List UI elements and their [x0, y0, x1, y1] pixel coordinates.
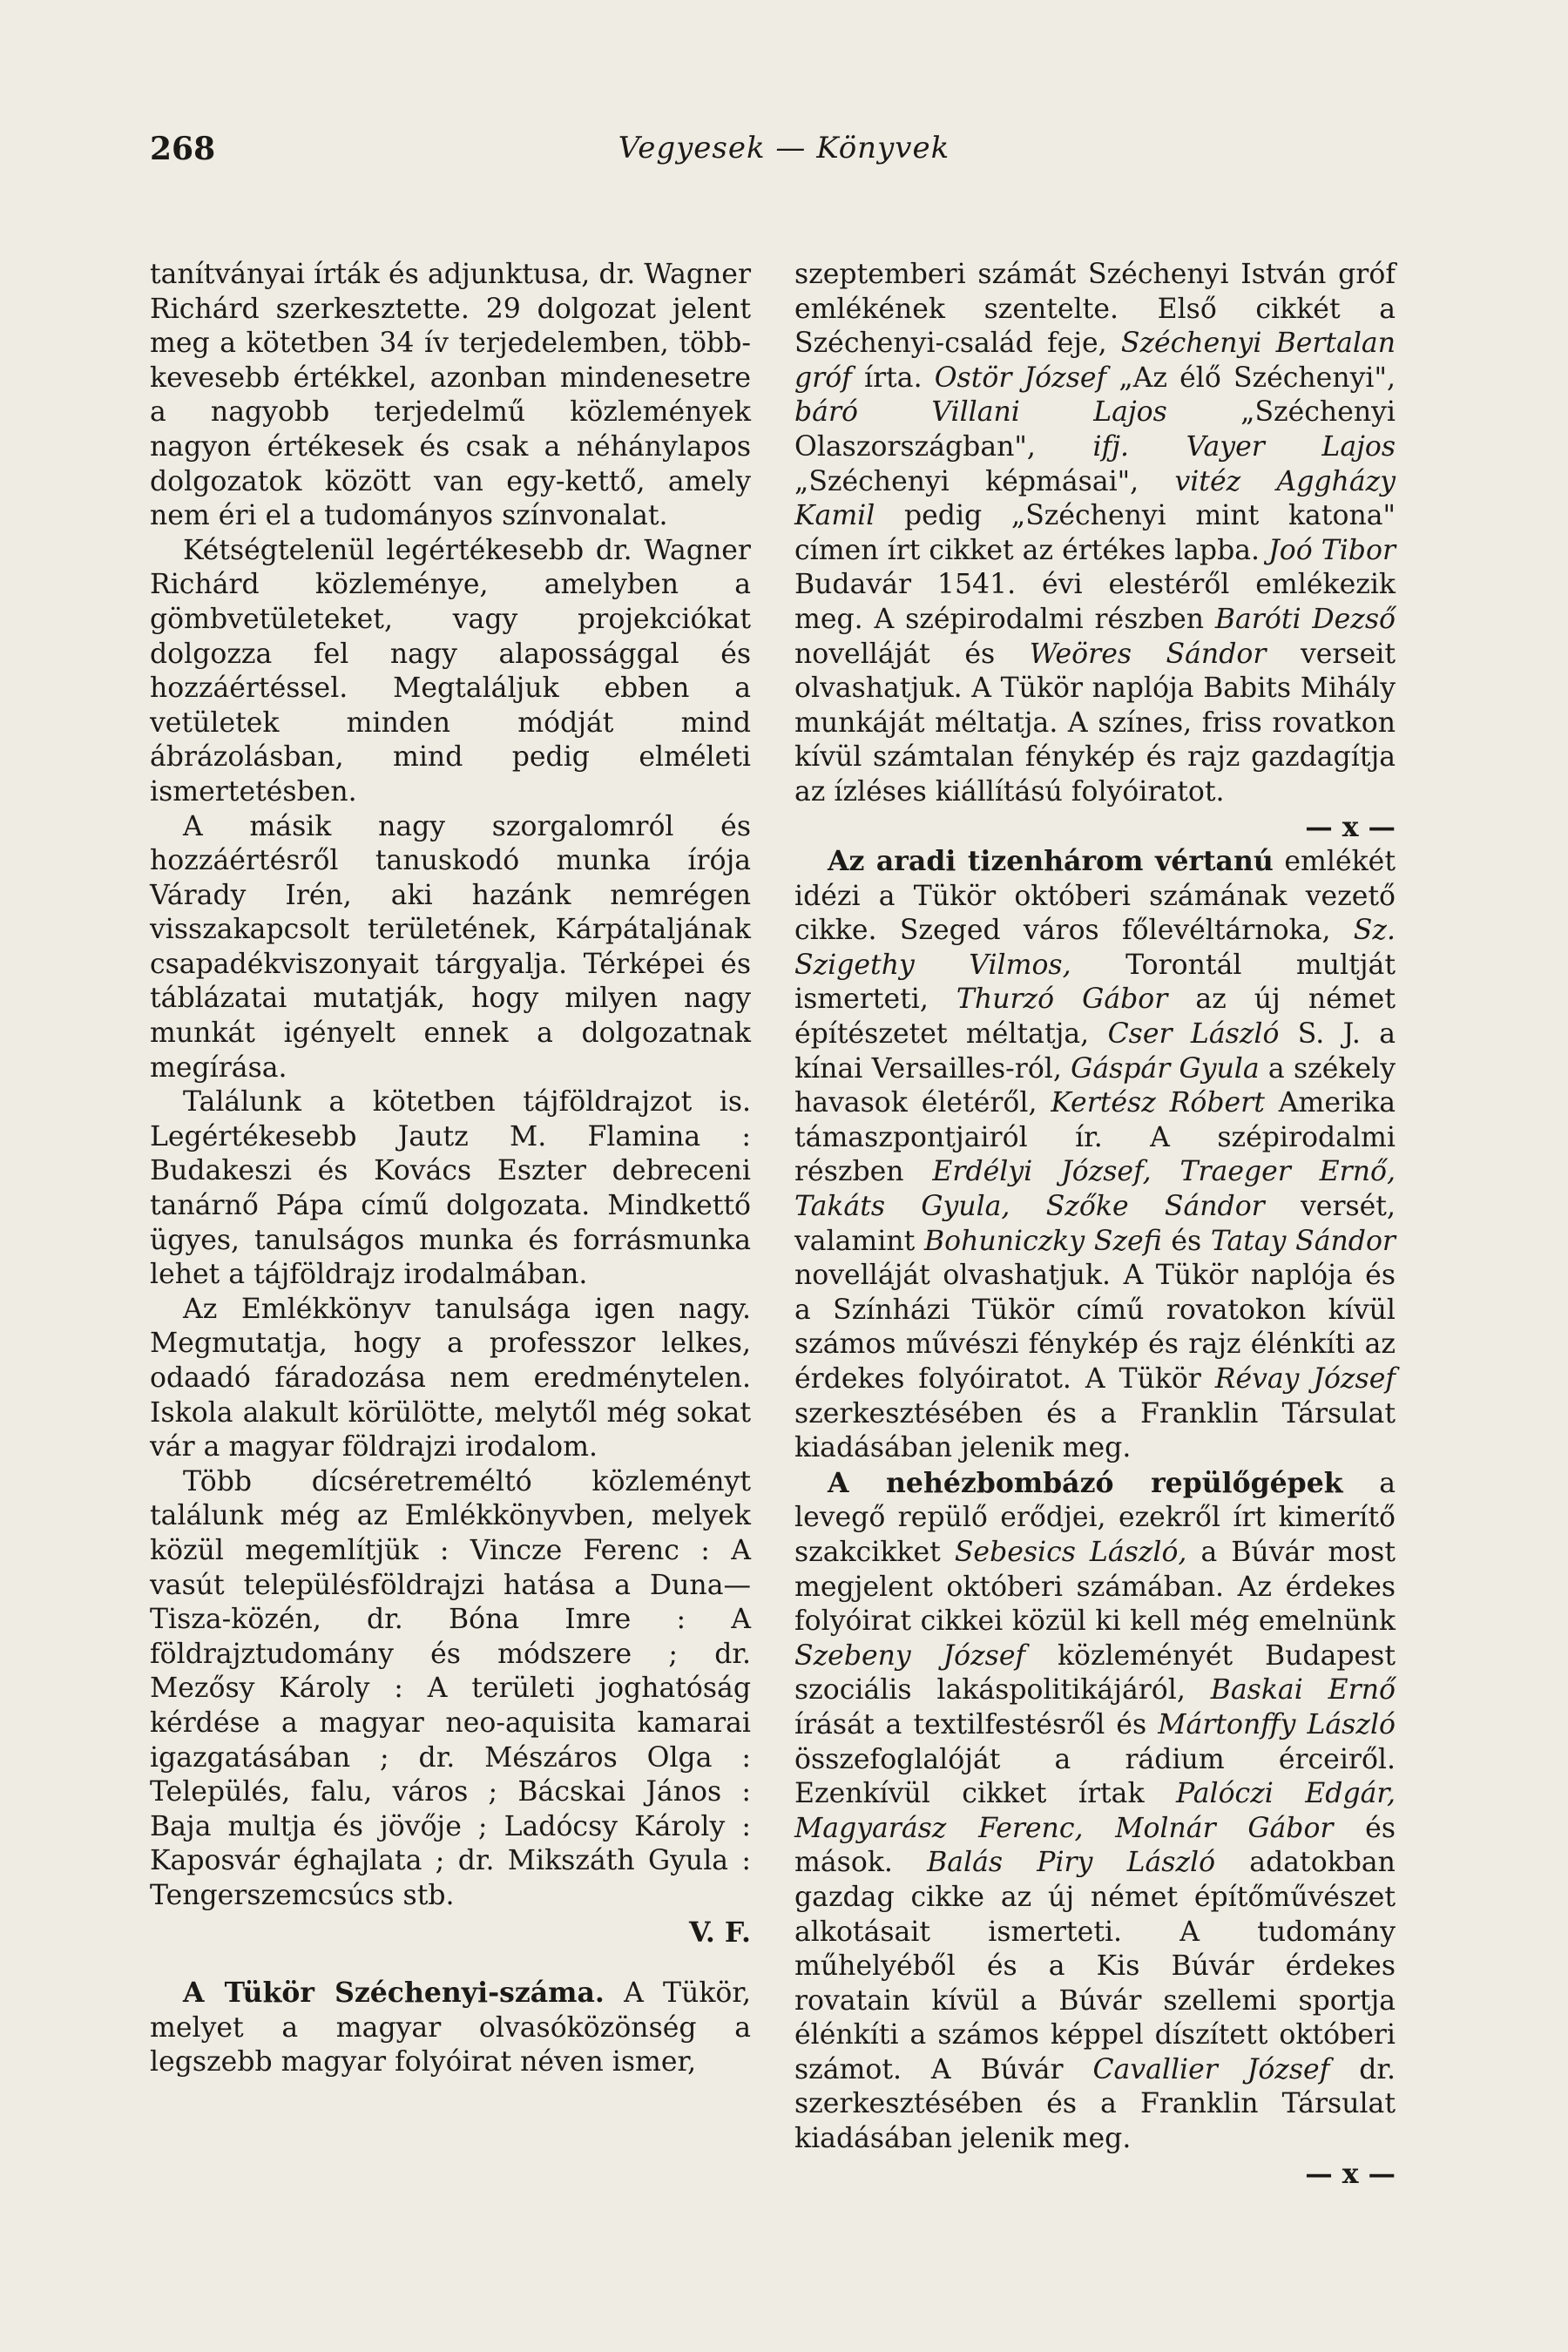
person-name: Gáspár Gyula	[1071, 1052, 1260, 1085]
person-name: Ostör József	[934, 362, 1107, 394]
paragraph: Az Emlékkönyv tanulsága igen nagy. Megmutatja, hogy a professzor lelkes, odaadó fáradozása nem eredménytelen. Iskola alakult körülötte, melytől még sokat vár a magyar földrajzi irodalom.	[150, 1293, 751, 1463]
person-name: Baróti Dezső	[1214, 603, 1396, 635]
paragraph: Kétségtelenül legértékesebb dr. Wagner Richárd közleménye, amelyben a gömbvetületeket, vagy projekciókat dolgozza fel nagy alapossággal és hozzáértéssel. Megtaláljuk ebben a vetületek minden módját mind ábrázolásban, mind pedig elméleti ismertetésben.	[150, 534, 751, 808]
person-name: Révay József	[1214, 1363, 1396, 1395]
person-name: Cavallier József	[1092, 2053, 1330, 2085]
text: „Széchenyi Olaszországban",	[794, 396, 1396, 463]
signature: V. F.	[688, 1916, 751, 1949]
text: pedig „Széchenyi mint katona" címen írt cikket az értékes lapba.	[794, 500, 1396, 566]
paragraph-text: A Tükör, melyet a magyar olvasóközönség a legszebb magyar folyóirat néven ismer,	[150, 1977, 751, 2078]
page-number: 268	[150, 131, 216, 167]
running-head	[148, 131, 1420, 183]
person-name: Cser László	[1107, 1018, 1280, 1051]
section-title: Vegyesek — Könyvek	[618, 131, 950, 166]
text: adatokban gazdag cikke az új német építőművészet alkotásait ismerteti. A tudomány műhelyéből és a Kis Búvár érdekes rovatain kívül a Búvár szellemi sportja élénkíti a számos képpel díszített októberi számot. A Búvár	[794, 1847, 1396, 2085]
person-name: Palóczi Edgár, Magyarász Ferenc, Molnár Gábor	[794, 1778, 1396, 1844]
person-name: Tatay Sándor	[1210, 1225, 1396, 1257]
text: szeptemberi számát Széchenyi István gróf emlékének szentelte. Első cikkét a Széchenyi-család feje,	[794, 259, 1396, 360]
article-heading: A nehézbombázó repülőgépek	[828, 1466, 1343, 1499]
text: és	[1161, 1225, 1211, 1257]
text: a székely havasok életéről,	[794, 1052, 1396, 1119]
text: emlékét idézi a Tükör októberi számának vezető cikke. Szeged város főlevéltárnoka,	[794, 846, 1396, 947]
person-name: Szebeny József	[794, 1639, 1026, 1672]
person-name: Széchenyi Bertalan gróf	[794, 328, 1396, 394]
paragraph	[794, 258, 1396, 810]
text: dr. szerkesztésében és a Franklin Társulat kiadásában jelenik meg.	[794, 2053, 1396, 2155]
person-name: Sebesics László,	[954, 1536, 1187, 1568]
person-name: Thurzó Gábor	[956, 983, 1168, 1016]
text: novelláját és	[794, 638, 1030, 670]
text: a levegő repülő erődjei, ezekről írt kimerítő szakcikket	[794, 1467, 1396, 1568]
person-name: Weöres Sándor	[1029, 638, 1267, 670]
text: összefoglalóját a rádium érceiről. Ezenkívül cikket írtak	[794, 1743, 1396, 1810]
article-heading: Az aradi tizenhárom vértanú	[828, 845, 1274, 878]
text: szerkesztésében és a Franklin Társulat kiadásában jelenik meg.	[794, 1397, 1396, 1464]
text: és mások.	[794, 1812, 1396, 1879]
text: Budavár 1541. évi elestéről emlékezik meg. A szépirodalmi részben	[794, 569, 1396, 635]
person-name: Bohuniczky Szefi	[924, 1225, 1162, 1257]
paragraph: tanítványai írták és adjunktusa, dr. Wagner Richárd szerkesztette. 29 dolgozat jelent meg a kötetben 34 ív terjedelemben, több-kevesebb értékkel, azonban mindenesetre a nagyobb terjedelmű közlemények nagyon értékesek és csak a néhánylapos dolgozatok között van egy-kettő, amely nem éri el a tudományos színvonalat.	[150, 259, 751, 532]
divider: — x —	[1305, 2157, 1396, 2190]
divider: — x —	[1305, 810, 1396, 843]
text: S. J. a kínai Versailles-ról,	[794, 1018, 1396, 1085]
paragraph: Találunk a kötetben tájföldrajzot is. Legértékesebb Jautz M. Flamina : Budakeszi és Kovács Eszter debreceni tanárnő Pápa című dolgozata. Mindkettő ügyes, tanulságos munka és forrásmunka lehet a tájföldrajz irodalmában.	[150, 1086, 751, 1291]
text: írta.	[851, 362, 935, 394]
person-name: vitéz Aggházy Kamil	[794, 465, 1396, 532]
text: a Búvár most megjelent októberi számában. Az érdekes folyóirat cikkei közül ki kell még emelnünk	[794, 1536, 1396, 1638]
text: az új német építészetet méltatja,	[794, 983, 1396, 1051]
text: verseit olvashatjuk. A Tükör naplója Babits Mihály munkáját méltatja. A színes, friss rovatkon kívül számtalan fénykép és rajz gazdagítja az ízléses kiállítású folyóiratot.	[794, 638, 1396, 808]
paragraph-tukor	[150, 1976, 751, 2080]
person-name: báró Villani Lajos	[794, 396, 1167, 429]
text: „Az élő Széchenyi",	[1106, 362, 1396, 394]
article-heading: A Tükör Széchenyi-száma.	[183, 1977, 605, 2010]
person-name: Joó Tibor	[1268, 534, 1396, 566]
person-name: Erdélyi József, Traeger Ernő, Takáts Gyula, Szőke Sándor	[794, 1156, 1396, 1223]
left-column	[150, 258, 751, 2080]
person-name: Mártonffy László	[1158, 1708, 1396, 1740]
right-column	[794, 258, 1396, 2191]
text: közleményét Budapest szociális lakáspolitikájáról,	[794, 1639, 1396, 1707]
text: Torontál multját ismerteti,	[794, 949, 1396, 1016]
person-name: Balás Piry László	[927, 1847, 1216, 1879]
text: Amerika támaszpontjairól ír. A szépirodalmi részben	[794, 1087, 1396, 1188]
person-name: ifj. Vayer Lajos	[1092, 430, 1396, 463]
person-name: Sz. Szigethy Vilmos,	[794, 915, 1396, 981]
text: novelláját olvashatjuk. A Tükör naplója és a Színházi Tükör című rovatokon kívül számos művészi fénykép és rajz élénkíti az érdekes folyóiratot. A Tükör	[794, 1260, 1396, 1395]
person-name: Kertész Róbert	[1051, 1087, 1265, 1119]
text: „Széchenyi képmásai",	[794, 465, 1175, 497]
person-name: Baskai Ernő	[1210, 1674, 1396, 1707]
paragraph-arad	[794, 844, 1396, 1466]
text: írását a textilfestésről és	[794, 1708, 1159, 1740]
paragraph-bomb	[794, 1466, 1396, 2157]
text: versét, valamint	[794, 1191, 1396, 1257]
paragraph: A másik nagy szorgalomról és hozzáértésről tanuskodó munka írója Várady Irén, aki hazánk nemrégen visszakapcsolt területének, Kárpátaljának csapadékviszonyait tárgyalja. Térképei és táblázatai mutatják, hogy milyen nagy munkát igényelt ennek a dolgozatnak megírása.	[150, 810, 751, 1084]
paragraph: Több dícséretreméltó közleményt találunk még az Emlékkönyvben, melyek közül megemlítjük : Vincze Ferenc : A vasút településföldrajzi hatása a Duna—Tisza-közén, dr. Bóna Imre : A földrajztudomány és módszere ; dr. Mezősy Károly : A területi joghatóság kérdése a magyar neo-aquisita kamarai igazgatásában ; dr. Mészáros Olga : Település, falu, város ; Bácskai János : Baja multja és jövője ; Ladócsy Károly : Kaposvár éghajlata ; dr. Mikszáth Gyula : Tengerszemcsúcs stb.	[150, 1465, 751, 1911]
